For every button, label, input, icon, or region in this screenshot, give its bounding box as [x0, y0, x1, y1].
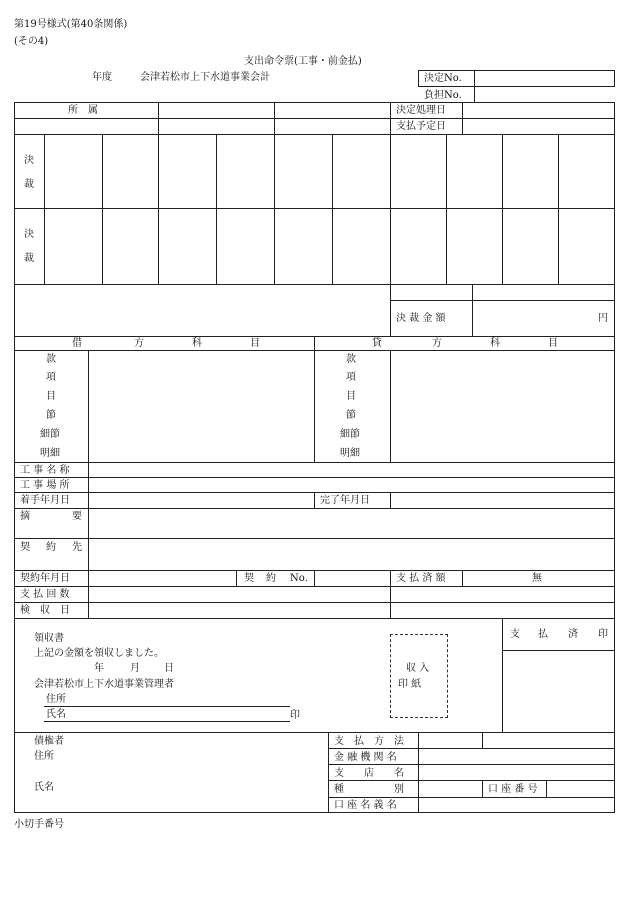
receipt-year: 年: [94, 663, 104, 674]
receipt-title: 領収書: [34, 633, 64, 644]
payment-date-label: 支払予定日: [396, 121, 446, 132]
revenue-stamp-text-2: 印 紙: [398, 679, 422, 690]
seal-mark: 印: [290, 710, 300, 721]
approval-2-label-top: 決: [24, 229, 34, 240]
credit-row-setsu: 節: [346, 410, 356, 421]
paid-seal-1: 支: [510, 629, 520, 640]
receipt-to: 会津若松市上下水道事業管理者: [34, 679, 174, 690]
credit-row-kan: 款: [346, 354, 356, 365]
account-no-label: 口 座 番 号: [488, 784, 538, 795]
receipt-address-label: 住所: [46, 694, 66, 705]
debit-h4: 目: [250, 338, 260, 349]
debit-row-meisai: 明細: [40, 448, 60, 459]
contractor-label-c: 先: [72, 542, 82, 553]
form-number: 第19号様式(第40条関係): [14, 19, 128, 30]
work-place-label: 工 事 場 所: [20, 480, 70, 491]
sub-number: (その4): [14, 36, 49, 47]
credit-h2: 方: [432, 338, 442, 349]
revenue-stamp-box: [390, 634, 448, 718]
receipt-month: 月: [130, 663, 140, 674]
debit-row-setsu: 節: [46, 410, 56, 421]
payment-count-label: 支 払 回 数: [20, 589, 70, 600]
credit-row-meisai: 明細: [340, 448, 360, 459]
debit-h3: 科: [192, 338, 202, 349]
credit-h4: 目: [548, 338, 558, 349]
paid-seal-3: 済: [568, 629, 578, 640]
debit-row-kan: 款: [46, 354, 56, 365]
account-type-label: 種 別: [334, 784, 404, 795]
paid-seal-2: 払: [538, 629, 548, 640]
yen-unit: 円: [598, 313, 608, 324]
branch-name-label: 支 店 名: [334, 768, 404, 779]
contractor-label-b: 約: [46, 542, 56, 553]
debit-h2: 方: [134, 338, 144, 349]
approval-1-label-bottom: 裁: [24, 179, 34, 190]
summary-label-a: 摘: [20, 511, 30, 522]
paid-seal-4: 印: [598, 629, 608, 640]
receipt-name-label: 氏名: [46, 709, 66, 720]
debit-row-moku: 目: [46, 391, 56, 402]
revenue-stamp-text-1: 収 入: [406, 663, 430, 674]
approval-amount-label: 決 裁 金 額: [396, 313, 446, 324]
bank-name-label: 金 融 機 関 名: [334, 752, 397, 763]
creditor-label: 債権者: [34, 736, 64, 747]
work-name-label: 工 事 名 称: [20, 465, 70, 476]
creditor-address-label: 住所: [34, 751, 54, 762]
contract-no-c: No.: [290, 573, 308, 584]
contract-no-b: 約: [266, 573, 276, 584]
accounting-name: 会津若松市上下水道事業会計: [140, 72, 270, 83]
start-date-label: 着手年月日: [20, 495, 70, 506]
contractor-label-a: 契: [20, 542, 30, 553]
credit-row-saisetsu: 細節: [340, 429, 360, 440]
account-holder-label: 口 座 名 義 名: [334, 800, 397, 811]
debit-h1: 借: [72, 338, 82, 349]
payment-method-label: 支 払 方 法: [334, 736, 404, 747]
paid-amount-label: 支 払 済 額: [396, 573, 446, 584]
approval-1-label-top: 決: [24, 155, 34, 166]
paid-amount-value: 無: [532, 573, 542, 584]
summary-label-b: 要: [72, 511, 82, 522]
receipt-text: 上記の金額を領収しました。: [34, 648, 164, 659]
affiliation-label: 所 属: [68, 105, 98, 116]
contract-date-label: 契約年月日: [20, 573, 70, 584]
burden-no-field[interactable]: [474, 87, 615, 102]
receipt-day: 日: [164, 663, 174, 674]
decision-date-label: 決定処理日: [396, 105, 446, 116]
debit-row-saisetsu: 細節: [40, 429, 60, 440]
creditor-name-label: 氏名: [34, 782, 54, 793]
credit-row-kou: 項: [346, 372, 356, 383]
contract-no-a: 契: [244, 573, 254, 584]
decision-no-label: 決定No.: [424, 73, 462, 84]
end-date-label: 完了年月日: [320, 495, 370, 506]
page-title: 支出命令票(工事・前金払): [244, 56, 362, 67]
credit-row-moku: 目: [346, 391, 356, 402]
inspection-date-label: 検 収 日: [20, 605, 70, 616]
credit-h1: 貸: [372, 338, 382, 349]
debit-row-kou: 項: [46, 372, 56, 383]
fiscal-year-label: 年度: [92, 72, 112, 83]
credit-h3: 科: [490, 338, 500, 349]
burden-no-label: 負担No.: [424, 90, 462, 101]
approval-2-label-bottom: 裁: [24, 253, 34, 264]
check-number-label: 小切手番号: [14, 819, 64, 830]
